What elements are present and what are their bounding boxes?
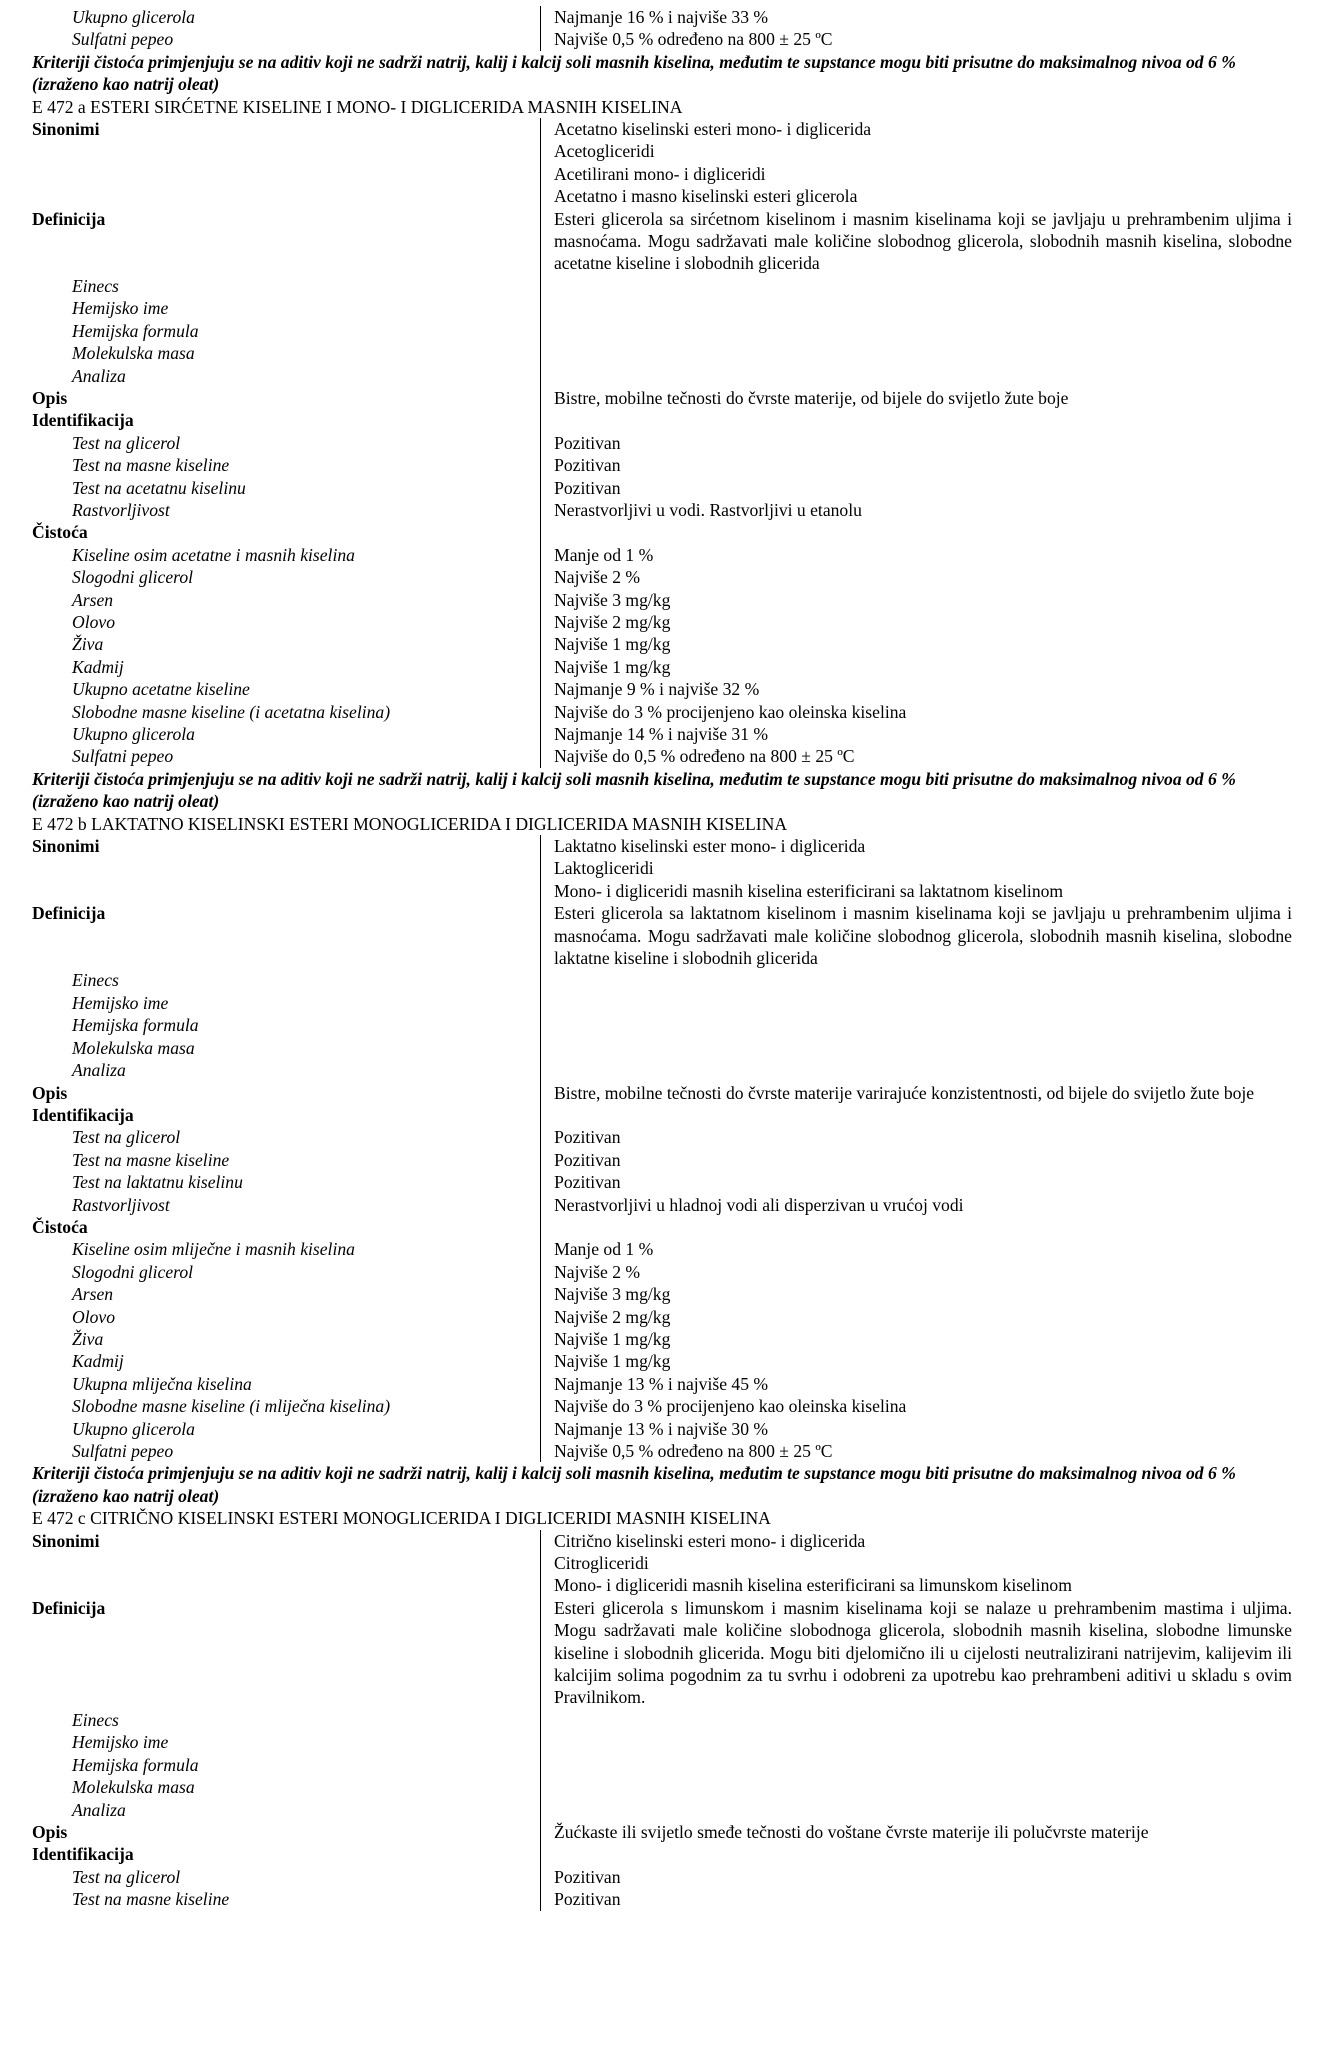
spec-value	[540, 409, 1292, 431]
spec-label: Slogodni glicerol	[72, 1261, 194, 1282]
spec-value	[540, 320, 1292, 342]
spec-row	[32, 1440, 1292, 1462]
spec-label: Kadmij	[72, 656, 124, 677]
spec-value: Najmanje 13 % i najviše 45 %	[540, 1373, 1292, 1395]
spec-row	[32, 1194, 1292, 1216]
spec-value: Acetatno i masno kiselinski esteri glicerola	[540, 185, 1292, 207]
spec-row	[32, 454, 1292, 476]
spec-row	[32, 857, 1292, 879]
spec-value	[540, 969, 1292, 991]
spec-value: Najviše 2 mg/kg	[540, 611, 1292, 633]
spec-value	[540, 1037, 1292, 1059]
spec-row	[32, 1350, 1292, 1372]
spec-value: Najviše 2 %	[540, 566, 1292, 588]
spec-row	[32, 1149, 1292, 1171]
spec-value: Najviše 2 mg/kg	[540, 1306, 1292, 1328]
spec-label: Ukupno glicerola	[72, 1418, 195, 1439]
spec-row	[32, 1171, 1292, 1193]
spec-row	[32, 1283, 1292, 1305]
spec-value: Bistre, mobilne tečnosti do čvrste materije, od bijele do svijetlo žute boje	[540, 387, 1292, 409]
spec-label: Sulfatni pepeo	[72, 29, 174, 50]
spec-label: Analiza	[72, 365, 126, 386]
spec-value: Najviše do 3 % procijenjeno kao oleinska kiselina	[540, 1395, 1292, 1417]
spec-row	[32, 1754, 1292, 1776]
section-title: E 472 c CITRIČNO KISELINSKI ESTERI MONOGLICERIDA I DIGLICERIDI MASNIH KISELINA	[32, 1508, 771, 1529]
spec-row	[32, 432, 1292, 454]
spec-value	[540, 1059, 1292, 1081]
spec-value	[540, 1799, 1292, 1821]
spec-value: Esteri glicerola sa sirćetnom kiselinom i masnim kiselinama koji se javljaju u prehrambenim uljima i masnoćama. Mogu sadržavati male količine slobodnog glicerola, slobodnih masnih kiselina, slobodne acetatne kiseline i slobodnih glicerida	[540, 208, 1292, 275]
spec-value	[540, 1754, 1292, 1776]
spec-row	[32, 1395, 1292, 1417]
spec-label: Einecs	[72, 275, 119, 296]
spec-label: Identifikacija	[32, 1844, 134, 1865]
spec-value	[540, 1014, 1292, 1036]
spec-value: Acetatno kiselinski esteri mono- i diglicerida	[540, 118, 1292, 140]
spec-value: Najviše 1 mg/kg	[540, 1350, 1292, 1372]
spec-row	[32, 409, 1292, 431]
spec-label: Opis	[32, 1821, 68, 1842]
spec-value: Pozitivan	[540, 1866, 1292, 1888]
spec-value: Citrogliceridi	[540, 1552, 1292, 1574]
spec-label: Arsen	[72, 589, 114, 610]
spec-row	[32, 499, 1292, 521]
spec-value	[540, 1731, 1292, 1753]
spec-value: Pozitivan	[540, 1171, 1292, 1193]
spec-row	[32, 678, 1292, 700]
spec-label: Test na masne kiseline	[72, 1889, 230, 1910]
spec-row	[32, 1238, 1292, 1260]
spec-label: Identifikacija	[32, 410, 134, 431]
section-title: E 472 b LAKTATNO KISELINSKI ESTERI MONOGLICERIDA I DIGLICERIDA MASNIH KISELINA	[32, 813, 788, 834]
spec-row	[32, 521, 1292, 543]
spec-label: Živa	[72, 634, 104, 655]
spec-row	[32, 163, 1292, 185]
spec-value: Najmanje 13 % i najviše 30 %	[540, 1418, 1292, 1440]
spec-label: Hemijsko ime	[72, 1732, 169, 1753]
spec-row	[32, 902, 1292, 969]
spec-value: Najmanje 14 % i najviše 31 %	[540, 723, 1292, 745]
spec-value: Laktatno kiselinski ester mono- i diglicerida	[540, 835, 1292, 857]
spec-row	[32, 1776, 1292, 1798]
spec-value	[540, 297, 1292, 319]
spec-label: Hemijska formula	[72, 320, 199, 341]
spec-value	[540, 275, 1292, 297]
spec-label: Opis	[32, 387, 68, 408]
spec-label: Olovo	[72, 1306, 115, 1327]
spec-row	[32, 140, 1292, 162]
spec-value: Nerastvorljivi u vodi. Rastvorljivi u etanolu	[540, 499, 1292, 521]
spec-row	[32, 1014, 1292, 1036]
spec-row	[32, 342, 1292, 364]
spec-label	[32, 880, 540, 902]
spec-label: Ukupno acetatne kiseline	[72, 679, 250, 700]
spec-label: Kadmij	[72, 1351, 124, 1372]
spec-label: Identifikacija	[32, 1104, 134, 1125]
spec-value: Acetilirani mono- i digliceridi	[540, 163, 1292, 185]
spec-label	[32, 1574, 540, 1596]
spec-label: Test na laktatnu kiselinu	[72, 1172, 243, 1193]
spec-value	[540, 342, 1292, 364]
spec-row	[32, 566, 1292, 588]
spec-label: Analiza	[72, 1799, 126, 1820]
spec-label	[32, 185, 540, 207]
spec-label: Rastvorljivost	[72, 1194, 170, 1215]
spec-label: Ukupno glicerola	[72, 7, 195, 27]
spec-value: Laktogliceridi	[540, 857, 1292, 879]
spec-value	[540, 365, 1292, 387]
spec-row	[32, 835, 1292, 857]
spec-value: Pozitivan	[540, 454, 1292, 476]
spec-label	[32, 140, 540, 162]
spec-label: Test na acetatnu kiselinu	[72, 477, 246, 498]
spec-label: Ukupna mliječna kiselina	[72, 1373, 252, 1394]
spec-value: Mono- i digliceridi masnih kiselina esterificirani sa limunskom kiselinom	[540, 1574, 1292, 1596]
purity-note: Kriteriji čistoća primjenjuju se na aditiv koji ne sadrži natrij, kalij i kalcij soli masnih kiselina, međutim te supstance mogu biti prisutne do maksimalnog nivoa od 6 % (izraženo kao natrij oleat)	[32, 51, 1236, 95]
spec-label: Arsen	[72, 1284, 114, 1305]
spec-row	[32, 1126, 1292, 1148]
spec-value	[540, 1843, 1292, 1865]
spec-value: Najviše 1 mg/kg	[540, 633, 1292, 655]
spec-label: Hemijsko ime	[72, 298, 169, 319]
spec-value	[540, 1776, 1292, 1798]
spec-label: Olovo	[72, 611, 115, 632]
spec-row	[32, 880, 1292, 902]
spec-label	[32, 1552, 540, 1574]
spec-row	[32, 477, 1292, 499]
spec-label: Analiza	[72, 1060, 126, 1081]
spec-value: Žućkaste ili svijetlo smeđe tečnosti do voštane čvrste materije ili polučvrste materije	[540, 1821, 1292, 1843]
spec-value: Najmanje 16 % i najviše 33 %	[540, 6, 1292, 28]
spec-value: Pozitivan	[540, 1126, 1292, 1148]
section-title: E 472 a ESTERI SIRĆETNE KISELINE I MONO- I DIGLICERIDA MASNIH KISELINA	[32, 96, 683, 117]
spec-label: Test na glicerol	[72, 432, 181, 453]
spec-value	[540, 521, 1292, 543]
spec-row	[32, 589, 1292, 611]
spec-value: Esteri glicerola sa laktatnom kiselinom i masnim kiselinama koji se javljaju u prehrambenim uljima i masnoćama. Mogu sadržavati male količine slobodnog glicerola, slobodnih masnih kiselina, slobodne laktatne kiseline i slobodnih glicerida	[540, 902, 1292, 969]
spec-row	[32, 969, 1292, 991]
spec-row	[32, 1059, 1292, 1081]
spec-label: Čistoća	[32, 522, 88, 543]
spec-value: Esteri glicerola s limunskom i masnim kiselinama koji se nalaze u prehrambenim mastima i uljima. Mogu sadržavati male količine slobodnoga glicerola, slobodnih masnih kiselina, slobodne limunske kiseline i slobodnih glicerida. Mogu biti djelomično ili u cijelosti neutralizirani natrijevim, kalijevim ili kalcijim solima pogodnim za tu svrhu i odobreni za upotrebu kao prehrambeni aditivi u skladu s ovim Pravilnikom.	[540, 1597, 1292, 1709]
spec-row	[32, 1530, 1292, 1552]
spec-label: Test na glicerol	[72, 1127, 181, 1148]
spec-label: Kiseline osim mliječne i masnih kiselina	[72, 1239, 355, 1260]
spec-value: Najviše 0,5 % određeno na 800 ± 25 ºC	[540, 28, 1292, 50]
spec-label: Molekulska masa	[72, 343, 195, 364]
spec-row	[32, 1082, 1292, 1104]
spec-row	[32, 1799, 1292, 1821]
spec-row	[32, 1104, 1292, 1126]
spec-label: Sinonimi	[32, 836, 100, 857]
spec-label: Ukupno glicerola	[72, 724, 195, 744]
spec-label: Sulfatni pepeo	[72, 1441, 174, 1461]
spec-value: Pozitivan	[540, 477, 1292, 499]
spec-value: Nerastvorljivi u hladnoj vodi ali disperzivan u vrućoj vodi	[540, 1194, 1292, 1216]
spec-label: Čistoća	[32, 1216, 88, 1237]
spec-value: Najviše 0,5 % određeno na 800 ± 25 ºC	[540, 1440, 1292, 1462]
spec-value	[540, 992, 1292, 1014]
spec-label: Definicija	[32, 903, 106, 924]
document-page	[32, 6, 1292, 1911]
spec-row	[32, 544, 1292, 566]
spec-value: Najviše 1 mg/kg	[540, 656, 1292, 678]
spec-label: Test na glicerol	[72, 1866, 181, 1887]
spec-row	[32, 1373, 1292, 1395]
spec-value: Pozitivan	[540, 1888, 1292, 1910]
purity-note: Kriteriji čistoća primjenjuju se na aditiv koji ne sadrži natrij, kalij i kalcij soli masnih kiselina, međutim te supstance mogu biti prisutne do maksimalnog nivoa od 6 % (izraženo kao natrij oleat)	[32, 768, 1236, 812]
spec-label: Opis	[32, 1082, 68, 1103]
spec-row	[32, 1888, 1292, 1910]
spec-row	[32, 1866, 1292, 1888]
spec-row	[32, 1216, 1292, 1238]
spec-label: Test na masne kiseline	[72, 455, 230, 476]
spec-row	[32, 1597, 1292, 1709]
spec-value	[540, 1104, 1292, 1126]
spec-row	[32, 745, 1292, 767]
spec-row	[32, 1552, 1292, 1574]
spec-value: Najviše do 0,5 % određeno na 800 ± 25 ºC	[540, 745, 1292, 767]
spec-label: Hemijska formula	[72, 1015, 199, 1036]
spec-row	[32, 6, 1292, 28]
spec-row	[32, 365, 1292, 387]
spec-label: Test na masne kiseline	[72, 1149, 230, 1170]
spec-value: Najviše do 3 % procijenjeno kao oleinska kiselina	[540, 701, 1292, 723]
spec-label: Einecs	[72, 1709, 119, 1730]
spec-label: Molekulska masa	[72, 1037, 195, 1058]
spec-value: Najviše 3 mg/kg	[540, 1283, 1292, 1305]
spec-row	[32, 1418, 1292, 1440]
spec-value: Manje od 1 %	[540, 1238, 1292, 1260]
spec-value: Manje od 1 %	[540, 544, 1292, 566]
spec-value	[540, 1216, 1292, 1238]
spec-row	[32, 701, 1292, 723]
spec-label	[32, 163, 540, 185]
spec-value: Bistre, mobilne tečnosti do čvrste materije varirajuće konzistentnosti, od bijele do svijetlo žute boje	[540, 1082, 1292, 1104]
spec-label	[32, 857, 540, 879]
spec-label: Definicija	[32, 1597, 106, 1618]
spec-row	[32, 118, 1292, 140]
spec-row	[32, 1574, 1292, 1596]
spec-row	[32, 611, 1292, 633]
spec-row	[32, 1821, 1292, 1843]
spec-row	[32, 275, 1292, 297]
spec-label: Slobodne masne kiseline (i acetatna kiselina)	[72, 701, 391, 722]
spec-value: Najviše 3 mg/kg	[540, 589, 1292, 611]
spec-row	[32, 320, 1292, 342]
spec-label: Slogodni glicerol	[72, 567, 194, 588]
spec-row	[32, 208, 1292, 275]
spec-value: Citrično kiselinski esteri mono- i diglicerida	[540, 1530, 1292, 1552]
spec-row	[32, 185, 1292, 207]
spec-label: Kiseline osim acetatne i masnih kiselina	[72, 544, 355, 565]
spec-row	[32, 1261, 1292, 1283]
spec-row	[32, 656, 1292, 678]
spec-row	[32, 1037, 1292, 1059]
spec-value: Najviše 1 mg/kg	[540, 1328, 1292, 1350]
spec-label: Molekulska masa	[72, 1777, 195, 1798]
spec-row	[32, 633, 1292, 655]
spec-row	[32, 1328, 1292, 1350]
spec-label: Sinonimi	[32, 1530, 100, 1551]
spec-value: Pozitivan	[540, 1149, 1292, 1171]
spec-label: Sinonimi	[32, 119, 100, 140]
spec-row	[32, 387, 1292, 409]
spec-row	[32, 1709, 1292, 1731]
spec-row	[32, 992, 1292, 1014]
spec-label: Hemijska formula	[72, 1754, 199, 1775]
spec-label: Sulfatni pepeo	[72, 746, 174, 767]
spec-row	[32, 1843, 1292, 1865]
spec-row	[32, 28, 1292, 50]
spec-row	[32, 723, 1292, 745]
spec-label: Einecs	[72, 970, 119, 991]
spec-value: Najmanje 9 % i najviše 32 %	[540, 678, 1292, 700]
spec-value: Pozitivan	[540, 432, 1292, 454]
spec-row	[32, 297, 1292, 319]
spec-label: Rastvorljivost	[72, 499, 170, 520]
purity-note: Kriteriji čistoća primjenjuju se na aditiv koji ne sadrži natrij, kalij i kalcij soli masnih kiselina, međutim te supstance mogu biti prisutne do maksimalnog nivoa od 6 % (izraženo kao natrij oleat)	[32, 1463, 1236, 1506]
spec-value	[540, 1709, 1292, 1731]
spec-value: Najviše 2 %	[540, 1261, 1292, 1283]
spec-row	[32, 1731, 1292, 1753]
spec-label: Hemijsko ime	[72, 992, 169, 1013]
spec-value: Mono- i digliceridi masnih kiselina esterificirani sa laktatnom kiselinom	[540, 880, 1292, 902]
spec-label: Slobodne masne kiseline (i mliječna kiselina)	[72, 1396, 391, 1417]
spec-label: Definicija	[32, 208, 106, 229]
spec-label: Živa	[72, 1328, 104, 1349]
spec-row	[32, 1306, 1292, 1328]
spec-value: Acetogliceridi	[540, 140, 1292, 162]
